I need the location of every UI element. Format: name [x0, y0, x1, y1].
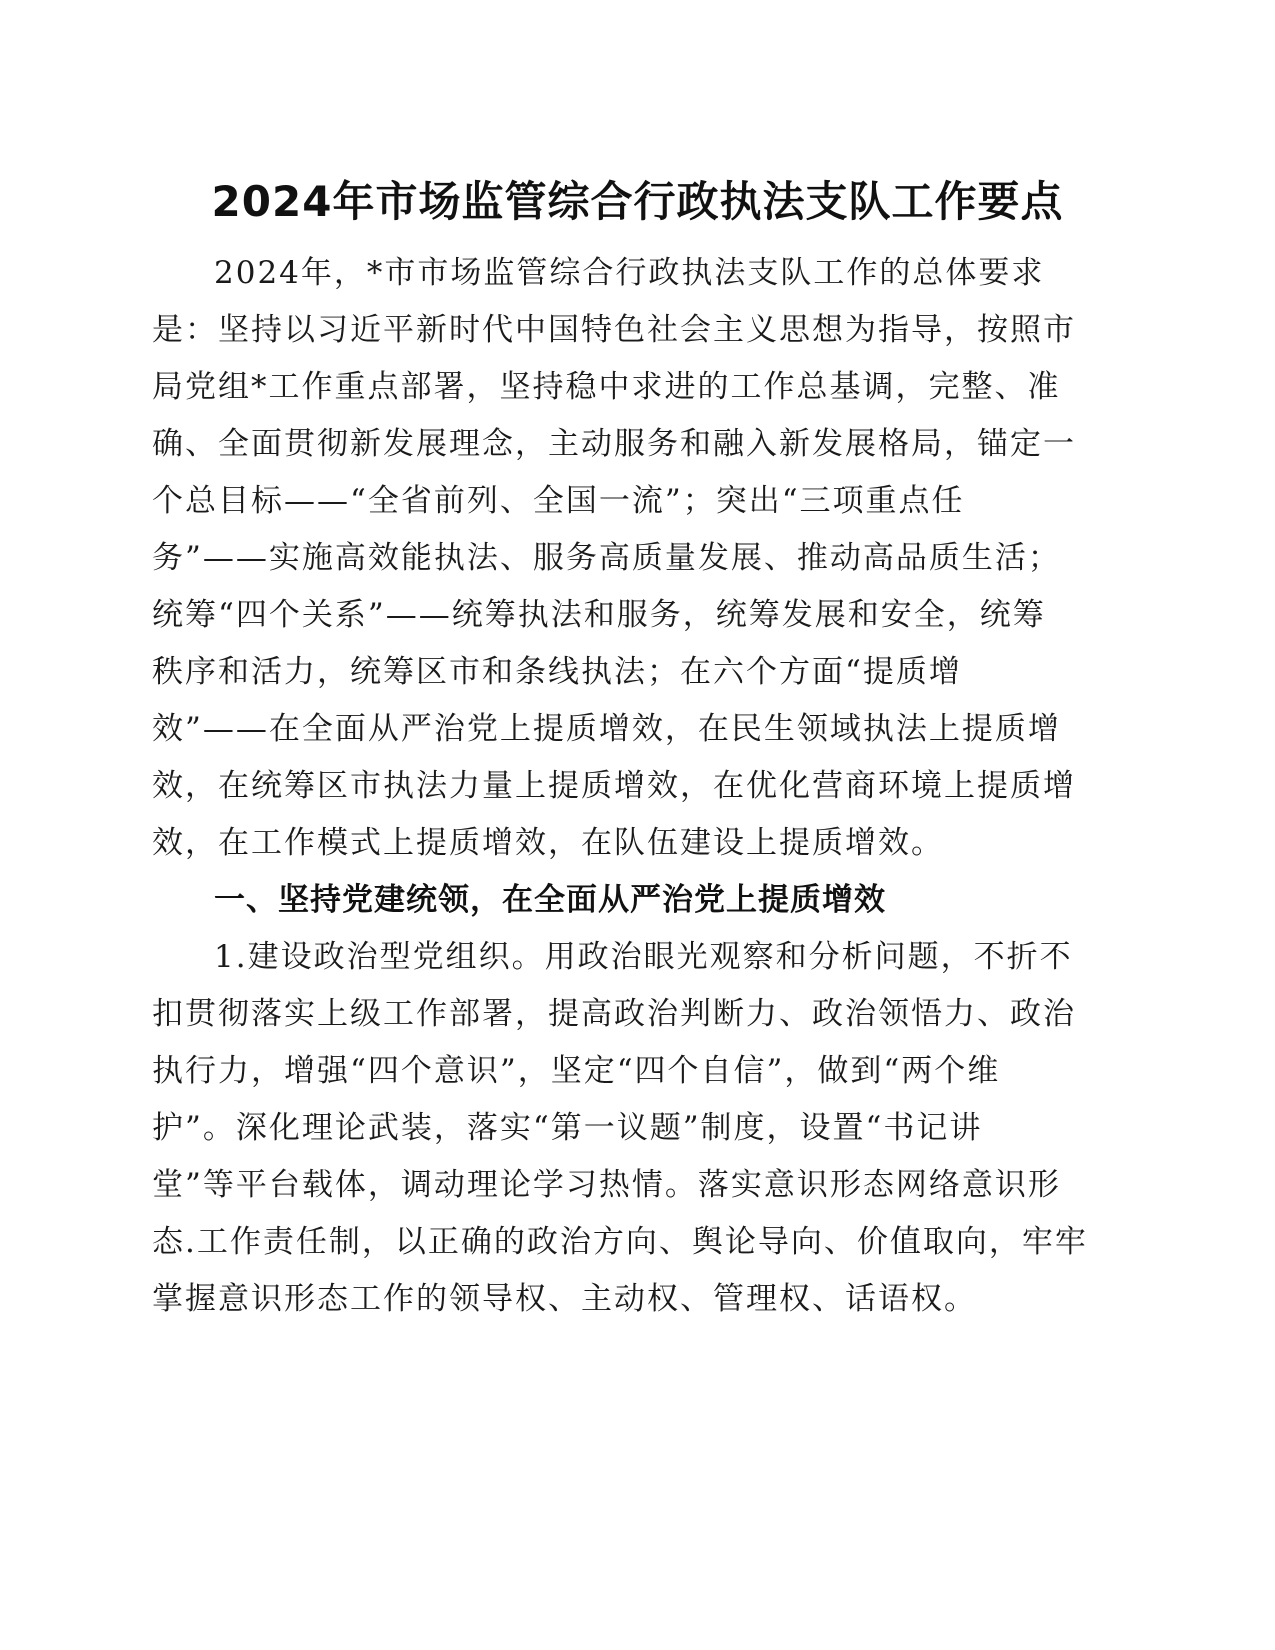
- document-title: 2024年市场监管综合行政执法支队工作要点: [211, 177, 1064, 226]
- paragraph-line: 效”——在全面从严治党上提质增效，在民生领域执法上提质增: [152, 711, 1061, 747]
- paragraph-line: 2024年，*市市场监管综合行政执法支队工作的总体要求: [214, 255, 1045, 291]
- paragraph-line: 局党组*工作重点部署，坚持稳中求进的工作总基调，完整、准: [152, 369, 1061, 405]
- paragraph-line: 1.建设政治型党组织。用政治眼光观察和分析问题，不折不: [214, 939, 1073, 975]
- paragraph-line: 效，在统筹区市执法力量上提质增效，在优化营商环境上提质增: [152, 768, 1076, 804]
- paragraph-line: 务”——实施高效能执法、服务高质量发展、推动高品质生活；: [152, 540, 1061, 576]
- section-heading: 一、坚持党建统领，在全面从严治党上提质增效: [214, 882, 886, 918]
- paragraph-line: 执行力，增强“四个意识”，坚定“四个自信”，做到“两个维: [152, 1053, 1001, 1089]
- paragraph-line: 秩序和活力，统筹区市和条线执法；在六个方面“提质增: [152, 654, 962, 690]
- paragraph-line: 统筹“四个关系”——统筹执法和服务，统筹发展和安全，统筹: [152, 597, 1046, 633]
- paragraph-line: 效，在工作模式上提质增效，在队伍建设上提质增效。: [152, 825, 944, 861]
- paragraph-line: 个总目标——“全省前列、全国一流”；突出“三项重点任: [152, 483, 965, 519]
- paragraph-line: 护”。深化理论武装，落实“第一议题”制度，设置“书记讲: [152, 1110, 983, 1146]
- paragraph-line: 确、全面贯彻新发展理念，主动服务和融入新发展格局，锚定一: [152, 426, 1076, 462]
- paragraph-line: 是：坚持以习近平新时代中国特色社会主义思想为指导，按照市: [152, 312, 1076, 348]
- paragraph-line: 扣贯彻落实上级工作部署，提高政治判断力、政治领悟力、政治: [152, 996, 1076, 1032]
- paragraph-line: 掌握意识形态工作的领导权、主动权、管理权、话语权。: [152, 1281, 977, 1317]
- paragraph-line: 堂”等平台载体，调动理论学习热情。落实意识形态网络意识形: [152, 1167, 1061, 1203]
- paragraph-line: 态.工作责任制，以正确的政治方向、舆论导向、价值取向，牢牢: [152, 1224, 1088, 1260]
